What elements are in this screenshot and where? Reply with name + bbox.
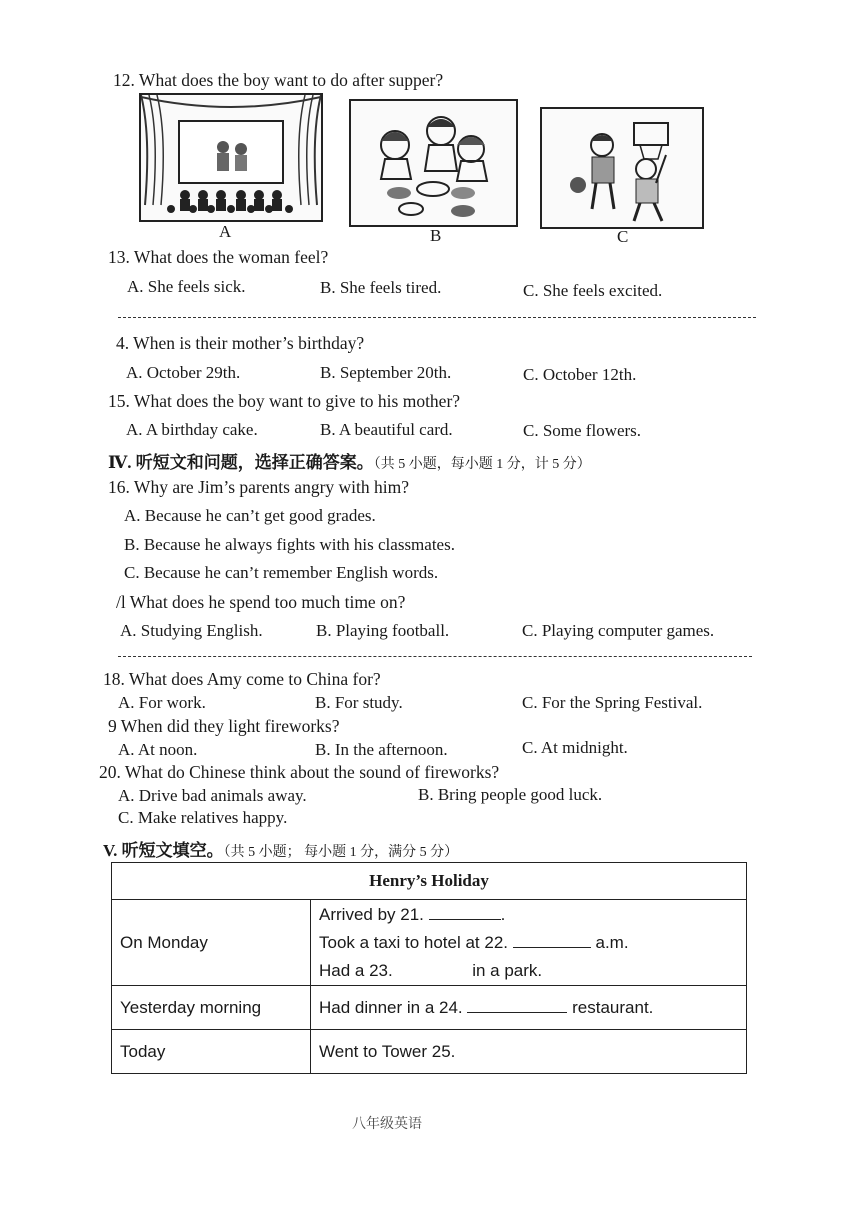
page-footer: 八年级英语	[352, 1116, 422, 1132]
row-content-today	[311, 1030, 747, 1074]
q17-option-c: C. Playing computer games.	[522, 621, 715, 640]
q19-option-b: B. In the afternoon.	[315, 740, 448, 759]
q12-question: 12. What does the boy want to do after supper?	[113, 70, 444, 90]
blank-21-suffix: .	[500, 904, 506, 924]
answer-blank-22[interactable]	[513, 933, 591, 948]
q15-option-c: C. Some flowers.	[523, 421, 642, 440]
cinema-scene-icon	[139, 93, 323, 222]
q17-question: /l What does he spend too much time on?	[116, 592, 406, 612]
q12-label-c: C	[617, 227, 629, 246]
q18-option-c: C. For the Spring Festival.	[522, 693, 703, 712]
q14-question: 4. When is their mother’s birthday?	[116, 333, 365, 353]
blank-25-line	[319, 1038, 738, 1066]
section-4-points: （共 5 小题，每小题 1 分，计 5 分）	[373, 457, 591, 472]
q15-question: 15. What does the boy want to give to his mother?	[108, 391, 461, 411]
q18-option-b: B. For study.	[315, 693, 403, 712]
q14-option-a: A. October 29th.	[126, 363, 241, 382]
row-label-yesterday: Yesterday morning	[112, 986, 311, 1030]
blank-21-line	[319, 901, 738, 929]
section-5-points: （共 5 小题； 每小题 1 分，满分 5 分）	[223, 845, 459, 860]
section-5-heading	[103, 836, 458, 861]
q16-option-a: A. Because he can’t get good grades.	[124, 506, 376, 525]
q16-option-b: B. Because he always fights with his classmates.	[124, 535, 455, 554]
q14-option-c: C. October 12th.	[523, 365, 637, 384]
q12-label-b: B	[430, 226, 442, 245]
fold-divider	[118, 317, 756, 318]
q13-option-b: B. She feels tired.	[320, 278, 442, 297]
section-5-title: V. 听短文填空。	[103, 841, 224, 860]
q20-option-c: C. Make relatives happy.	[118, 808, 288, 827]
henrys-holiday-table	[111, 862, 747, 1074]
blank-23-line	[319, 957, 738, 985]
q19-question: 9 When did they light fireworks?	[108, 716, 340, 736]
q16-option-c: C. Because he can’t remember English words.	[124, 563, 439, 582]
blank-24-prompt: Had dinner in a 24.	[319, 997, 463, 1017]
q20-question: 20. What do Chinese think about the sound of fireworks?	[99, 762, 500, 782]
q19-option-c: C. At midnight.	[522, 738, 628, 757]
row-content-yesterday	[311, 986, 747, 1030]
blank-23-prompt: Had a 23.	[319, 960, 393, 980]
blank-23-suffix: in a park.	[472, 960, 543, 980]
q13-option-c: C. She feels excited.	[523, 281, 663, 300]
basketball-scene-icon	[540, 107, 704, 229]
answer-blank-24[interactable]	[467, 998, 567, 1013]
row-content-monday	[311, 900, 747, 986]
q18-question: 18. What does Amy come to China for?	[103, 669, 381, 689]
fold-divider-2	[118, 656, 752, 657]
blank-22-suffix: a.m.	[595, 932, 629, 952]
section-4-title: Ⅳ. 听短文和问题，选择正确答案。	[108, 453, 374, 472]
family-meal-scene-icon	[349, 99, 518, 227]
q17-option-b: B. Playing football.	[316, 621, 450, 640]
q18-option-a: A. For work.	[118, 693, 206, 712]
answer-blank-25[interactable]	[460, 1043, 530, 1057]
section-4-heading	[108, 448, 591, 473]
answer-blank-23[interactable]	[397, 962, 467, 976]
q20-option-b: B. Bring people good luck.	[418, 785, 603, 804]
q19-option-a: A. At noon.	[118, 740, 198, 759]
q17-option-a: A. Studying English.	[120, 621, 263, 640]
blank-22-line	[319, 929, 738, 957]
blank-24-line	[319, 994, 738, 1022]
q15-option-a: A. A birthday cake.	[126, 420, 258, 439]
blank-21-prompt: Arrived by 21.	[319, 904, 424, 924]
q15-option-b: B. A beautiful card.	[320, 420, 453, 439]
answer-blank-21[interactable]	[429, 905, 501, 920]
row-label-today: Today	[112, 1030, 311, 1074]
q12-label-a: A	[219, 222, 232, 241]
q13-option-a: A. She feels sick.	[127, 277, 246, 296]
blank-25-prompt: Went to Tower 25.	[319, 1041, 456, 1061]
q16-question: 16. Why are Jim’s parents angry with him?	[108, 477, 410, 497]
row-label-monday: On Monday	[112, 900, 311, 986]
table-title: Henry’s Holiday	[112, 863, 747, 900]
blank-22-prompt: Took a taxi to hotel at 22.	[319, 932, 509, 952]
q14-option-b: B. September 20th.	[320, 363, 452, 382]
q20-option-a: A. Drive bad animals away.	[118, 786, 307, 805]
blank-24-suffix: restaurant.	[572, 997, 654, 1017]
q13-question: 13. What does the woman feel?	[108, 247, 329, 267]
